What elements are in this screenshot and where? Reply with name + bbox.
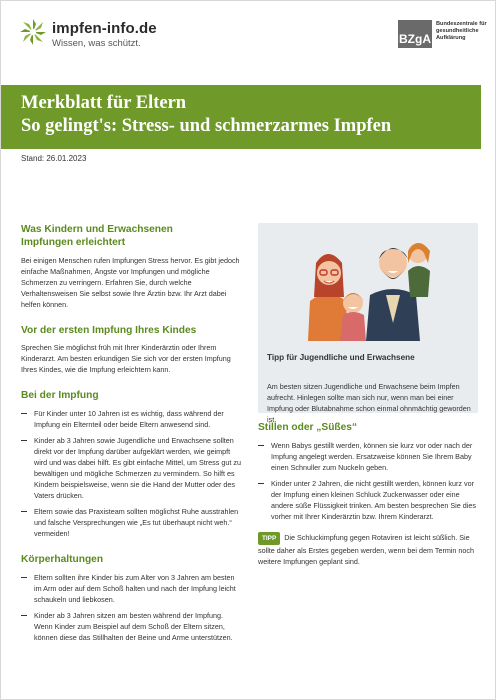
list-item: Kinder ab 3 Jahren sowie Jugendliche und Erwachsene sollten direkt vor der Impfung darüber aufgeklärt werden, wie geimpft wird und was dabei hilft. Es gibt einfache Mittel, um Stress gut zu bewältigen und mögliche Schmerzen zu vermindern. So hilft es Kindern beispielsweise, wenn sie die Hand der Mutter oder des Vaters drücken. — [21, 435, 243, 501]
tipp-paragraph — [258, 532, 478, 567]
leaf-burst-icon — [19, 18, 47, 46]
tipp-text: Die Schluckimpfung gegen Rotaviren ist leicht süßlich. Sie sollte daher als Erstes gegeben werden, wenn bei dem Termin noch weitere Impfungen geplant sind. — [258, 533, 475, 566]
list-item: Kinder ab 3 Jahren sitzen am besten während der Impfung. Wenn Kinder zum Beispiel auf dem Schoß der Eltern sitzen, können diese das Stillhalten der Beine und Arme unterstützen. — [21, 610, 243, 643]
tip-box-jugendliche — [258, 341, 478, 424]
list-item: Eltern sowie das Praxisteam sollten möglichst Ruhe ausstrahlen und falsche Versprechungen wie „Es tut überhaupt nicht weh.“ vermeiden! — [21, 506, 243, 539]
section-heading-erste-impfung: Vor der ersten Impfung Ihres Kindes — [21, 325, 197, 336]
left-column — [21, 223, 243, 643]
list-item: Kinder unter 2 Jahren, die nicht gestillt werden, können kurz vor der Impfung einen kleinen Schluck Zuckerwasser oder eine andere süße Flüssigkeit trinken. Am besten besprechen Sie dies vorher mit Ihrer Kinderärztin bzw. Ihrem Kinderarzt. — [258, 478, 478, 522]
tipp-badge: TIPP — [258, 532, 280, 545]
list-item: Wenn Babys gestillt werden, können sie kurz vor oder nach der Impfung angelegt werden. Ersatzweise können Sie Ihrem Baby einen Schnuller zum Nuckeln geben. — [258, 440, 478, 473]
tip-box-title: Tipp für Jugendliche und Erwachsene — [267, 353, 415, 362]
family-image — [258, 223, 478, 341]
logo-tagline: Wissen, was schützt. — [52, 38, 141, 49]
section-text-erleichtert: Bei einigen Menschen rufen Impfungen Stress hervor. Es gibt jedoch einfache Maßnahmen, Ängste vor Impfungen und mögliche Schmerzen zu verringern. Erfahren Sie, durch welche Verhaltensweisen Sie selbst sowie Ihre Ärztin bzw. Ihr Arzt dabei helfen können. — [21, 256, 240, 309]
stand-date: Stand: 26.01.2023 — [21, 154, 87, 163]
tip-box-text: Am besten sitzen Jugendliche und Erwachsene beim Impfen aufrecht. Hinlegen sollte man sich nur, wenn man bei einer Impfung oder Blutabnahme schon einmal ohnmächtig geworden ist. — [267, 382, 471, 424]
section-heading-stillen: Stillen oder „Süßes“ — [258, 422, 358, 433]
list-item: Für Kinder unter 10 Jahren ist es wichtig, dass während der Impfung ein Elternteil oder beide Eltern anwesend sind. — [21, 408, 243, 430]
logo-name: impfen-info.de — [52, 20, 157, 37]
section-heading-koerperhaltungen: Körperhaltungen — [21, 554, 104, 565]
bzga-logo[interactable]: BZgA — [398, 20, 432, 48]
page-title-line-1: Merkblatt für Eltern — [21, 93, 187, 113]
bzga-name: Bundeszentrale für gesundheitliche Aufklärung — [436, 21, 487, 41]
page-title-line-2: So gelingt's: Stress- und schmerzarmes Impfen — [21, 116, 392, 136]
right-column — [258, 421, 478, 567]
family-illustration — [258, 223, 478, 341]
section-heading-erleichtert: Was Kindern und Erwachsenen Impfungen erleichtert — [21, 224, 173, 248]
section-heading-bei-der-impfung: Bei der Impfung — [21, 390, 99, 401]
section-text-erste-impfung: Sprechen Sie möglichst früh mit Ihrer Kinderärztin oder Ihrem Kinderarzt. Am besten erkundigen Sie sich vor der ersten Impfung Ihres Kindes, wie die Impfung erleichtern kann. — [21, 343, 231, 374]
impfen-info-logo[interactable] — [19, 18, 169, 54]
list-item: Eltern sollten ihre Kinder bis zum Alter von 3 Jahren am besten im Arm oder auf dem Schoß halten und nach der Impfung leicht schaukeln und liebkosen. — [21, 572, 243, 605]
